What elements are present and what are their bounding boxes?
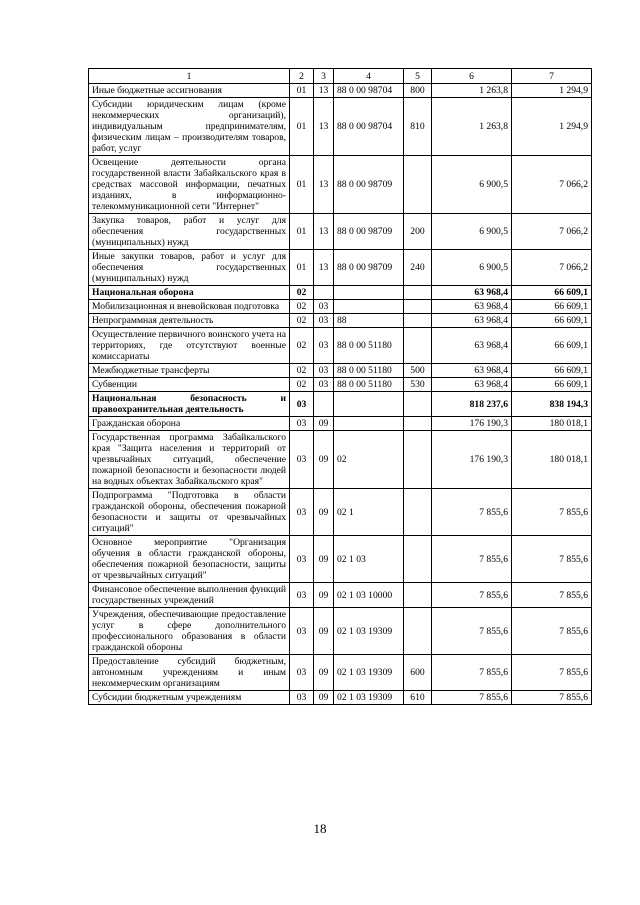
table-row xyxy=(89,314,592,328)
subsection-code-cell: 09 xyxy=(314,431,334,489)
row-name-cell: Межбюджетные трансферты xyxy=(89,364,290,378)
expense-type-cell: 810 xyxy=(404,98,432,156)
expense-type-cell: 610 xyxy=(404,691,432,705)
table-row xyxy=(89,84,592,98)
table-header-row xyxy=(89,69,592,84)
row-name-cell: Учреждения, обеспечивающие предоставление услуг в сфере дополнительного профессионального образования в области гражданской обороны xyxy=(89,608,290,655)
amount-year-2-cell: 180 018,1 xyxy=(512,417,592,431)
amount-year-1-cell: 7 855,6 xyxy=(432,691,512,705)
table-row xyxy=(89,328,592,364)
expense-type-cell xyxy=(404,489,432,536)
table-row xyxy=(89,300,592,314)
amount-year-2-cell: 66 609,1 xyxy=(512,286,592,300)
amount-year-1-cell: 6 900,5 xyxy=(432,214,512,250)
row-name-cell: Иные закупки товаров, работ и услуг для обеспечения государственных (муниципальных) нужд xyxy=(89,250,290,286)
subsection-code-cell: 09 xyxy=(314,536,334,583)
target-article-cell: 88 0 00 98704 xyxy=(334,84,404,98)
row-name-cell: Субсидии юридическим лицам (кроме некоммерческих организаций), индивидуальным предпринимателям, физическим лицам – производителям товаров, работ, услуг xyxy=(89,98,290,156)
amount-year-1-cell: 63 968,4 xyxy=(432,328,512,364)
section-code-cell: 02 xyxy=(290,300,314,314)
section-code-cell: 01 xyxy=(290,156,314,214)
table-row xyxy=(89,431,592,489)
section-code-cell: 03 xyxy=(290,691,314,705)
header-col-5: 5 xyxy=(404,69,432,84)
target-article-cell: 88 xyxy=(334,314,404,328)
page-number: 18 xyxy=(313,821,327,836)
section-code-cell: 03 xyxy=(290,583,314,608)
table-row xyxy=(89,378,592,392)
amount-year-2-cell: 7 066,2 xyxy=(512,250,592,286)
section-code-cell: 02 xyxy=(290,314,314,328)
expense-type-cell xyxy=(404,156,432,214)
section-code-cell: 03 xyxy=(290,417,314,431)
row-name-cell: Мобилизационная и вневойсковая подготовка xyxy=(89,300,290,314)
subsection-code-cell: 13 xyxy=(314,84,334,98)
target-article-cell: 88 0 00 98709 xyxy=(334,250,404,286)
row-name-cell: Подпрограмма "Подготовка в области гражданской обороны, обеспечения пожарной безопасности и защиты от чрезвычайных ситуаций" xyxy=(89,489,290,536)
subsection-code-cell: 09 xyxy=(314,583,334,608)
row-name-cell: Предоставление субсидий бюджетным, автономным учреждениям и иным некоммерческим организациям xyxy=(89,655,290,691)
amount-year-1-cell: 7 855,6 xyxy=(432,536,512,583)
amount-year-1-cell: 63 968,4 xyxy=(432,286,512,300)
target-article-cell: 02 xyxy=(334,431,404,489)
subsection-code-cell: 13 xyxy=(314,98,334,156)
row-name-cell: Финансовое обеспечение выполнения функций государственных учреждений xyxy=(89,583,290,608)
amount-year-1-cell: 63 968,4 xyxy=(432,364,512,378)
subsection-code-cell xyxy=(314,392,334,417)
target-article-cell: 88 0 00 98709 xyxy=(334,214,404,250)
amount-year-2-cell: 838 194,3 xyxy=(512,392,592,417)
section-code-cell: 01 xyxy=(290,250,314,286)
expense-type-cell xyxy=(404,536,432,583)
table-row xyxy=(89,417,592,431)
amount-year-2-cell: 7 855,6 xyxy=(512,536,592,583)
target-article-cell: 88 0 00 98704 xyxy=(334,98,404,156)
row-name-cell: Национальная оборона xyxy=(89,286,290,300)
header-col-7: 7 xyxy=(512,69,592,84)
amount-year-2-cell: 7 855,6 xyxy=(512,489,592,536)
subsection-code-cell xyxy=(314,286,334,300)
subsection-code-cell: 09 xyxy=(314,417,334,431)
subsection-code-cell: 13 xyxy=(314,214,334,250)
subsection-code-cell: 09 xyxy=(314,489,334,536)
table-row xyxy=(89,489,592,536)
target-article-cell: 02 1 xyxy=(334,489,404,536)
target-article-cell: 02 1 03 19309 xyxy=(334,691,404,705)
expense-type-cell: 500 xyxy=(404,364,432,378)
expense-type-cell xyxy=(404,417,432,431)
target-article-cell: 88 0 00 98709 xyxy=(334,156,404,214)
expense-type-cell xyxy=(404,300,432,314)
target-article-cell: 02 1 03 10000 xyxy=(334,583,404,608)
target-article-cell: 02 1 03 19309 xyxy=(334,655,404,691)
target-article-cell xyxy=(334,300,404,314)
target-article-cell xyxy=(334,286,404,300)
subsection-code-cell: 13 xyxy=(314,156,334,214)
amount-year-1-cell: 6 900,5 xyxy=(432,250,512,286)
amount-year-2-cell: 66 609,1 xyxy=(512,364,592,378)
subsection-code-cell: 03 xyxy=(314,300,334,314)
section-code-cell: 03 xyxy=(290,392,314,417)
expense-type-cell xyxy=(404,431,432,489)
target-article-cell: 88 0 00 51180 xyxy=(334,378,404,392)
section-code-cell: 03 xyxy=(290,489,314,536)
header-col-4: 4 xyxy=(334,69,404,84)
table-row xyxy=(89,608,592,655)
table-row xyxy=(89,392,592,417)
table-row xyxy=(89,536,592,583)
section-code-cell: 02 xyxy=(290,286,314,300)
amount-year-2-cell: 66 609,1 xyxy=(512,300,592,314)
table-body xyxy=(89,84,592,705)
table-row xyxy=(89,655,592,691)
amount-year-1-cell: 63 968,4 xyxy=(432,314,512,328)
amount-year-2-cell: 180 018,1 xyxy=(512,431,592,489)
header-col-3: 3 xyxy=(314,69,334,84)
row-name-cell: Государственная программа Забайкальского края "Защита населения и территорий от чрезвычайных ситуаций, обеспечение пожарной безопасности и безопасности людей на водных объектах Забайкальского края" xyxy=(89,431,290,489)
table-row xyxy=(89,583,592,608)
expense-type-cell xyxy=(404,314,432,328)
section-code-cell: 03 xyxy=(290,431,314,489)
amount-year-2-cell: 7 855,6 xyxy=(512,655,592,691)
row-name-cell: Основное мероприятие "Организация обучения в области гражданской обороны, обеспечения пожарной безопасности, защиты от чрезвычайных ситуаций" xyxy=(89,536,290,583)
target-article-cell xyxy=(334,417,404,431)
section-code-cell: 02 xyxy=(290,328,314,364)
budget-table xyxy=(88,68,592,705)
section-code-cell: 03 xyxy=(290,536,314,583)
amount-year-1-cell: 1 263,8 xyxy=(432,84,512,98)
amount-year-2-cell: 66 609,1 xyxy=(512,314,592,328)
amount-year-1-cell: 7 855,6 xyxy=(432,489,512,536)
amount-year-2-cell: 7 066,2 xyxy=(512,156,592,214)
row-name-cell: Национальная безопасность и правоохранительная деятельность xyxy=(89,392,290,417)
target-article-cell xyxy=(334,392,404,417)
subsection-code-cell: 09 xyxy=(314,655,334,691)
subsection-code-cell: 13 xyxy=(314,250,334,286)
expense-type-cell xyxy=(404,583,432,608)
table-row xyxy=(89,286,592,300)
table-row xyxy=(89,250,592,286)
amount-year-1-cell: 7 855,6 xyxy=(432,608,512,655)
amount-year-1-cell: 7 855,6 xyxy=(432,583,512,608)
subsection-code-cell: 03 xyxy=(314,314,334,328)
amount-year-1-cell: 1 263,8 xyxy=(432,98,512,156)
row-name-cell: Субвенции xyxy=(89,378,290,392)
target-article-cell: 88 0 00 51180 xyxy=(334,364,404,378)
amount-year-1-cell: 7 855,6 xyxy=(432,655,512,691)
table-row xyxy=(89,364,592,378)
amount-year-1-cell: 176 190,3 xyxy=(432,431,512,489)
row-name-cell: Гражданская оборона xyxy=(89,417,290,431)
amount-year-2-cell: 1 294,9 xyxy=(512,98,592,156)
amount-year-2-cell: 7 066,2 xyxy=(512,214,592,250)
expense-type-cell: 200 xyxy=(404,214,432,250)
header-col-1: 1 xyxy=(89,69,290,84)
expense-type-cell: 600 xyxy=(404,655,432,691)
amount-year-1-cell: 63 968,4 xyxy=(432,300,512,314)
expense-type-cell xyxy=(404,328,432,364)
target-article-cell: 88 0 00 51180 xyxy=(334,328,404,364)
amount-year-2-cell: 66 609,1 xyxy=(512,378,592,392)
subsection-code-cell: 09 xyxy=(314,608,334,655)
row-name-cell: Осуществление первичного воинского учета на территориях, где отсутствуют военные комиссариаты xyxy=(89,328,290,364)
amount-year-2-cell: 7 855,6 xyxy=(512,608,592,655)
section-code-cell: 02 xyxy=(290,364,314,378)
row-name-cell: Закупка товаров, работ и услуг для обеспечения государственных (муниципальных) нужд xyxy=(89,214,290,250)
subsection-code-cell: 03 xyxy=(314,328,334,364)
amount-year-2-cell: 1 294,9 xyxy=(512,84,592,98)
table-row xyxy=(89,214,592,250)
expense-type-cell: 800 xyxy=(404,84,432,98)
table-row xyxy=(89,98,592,156)
row-name-cell: Субсидии бюджетным учреждениям xyxy=(89,691,290,705)
section-code-cell: 01 xyxy=(290,98,314,156)
section-code-cell: 01 xyxy=(290,84,314,98)
subsection-code-cell: 03 xyxy=(314,364,334,378)
subsection-code-cell: 09 xyxy=(314,691,334,705)
section-code-cell: 01 xyxy=(290,214,314,250)
row-name-cell: Непрограммная деятельность xyxy=(89,314,290,328)
amount-year-2-cell: 66 609,1 xyxy=(512,328,592,364)
table-row xyxy=(89,156,592,214)
section-code-cell: 03 xyxy=(290,655,314,691)
header-col-6: 6 xyxy=(432,69,512,84)
section-code-cell: 03 xyxy=(290,608,314,655)
amount-year-1-cell: 63 968,4 xyxy=(432,378,512,392)
header-col-2: 2 xyxy=(290,69,314,84)
expense-type-cell xyxy=(404,392,432,417)
row-name-cell: Освещение деятельности органа государственной власти Забайкальского края в средствах массовой информации, печатных изданиях, в информационно-телекоммуникационной сети "Интернет" xyxy=(89,156,290,214)
row-name-cell: Иные бюджетные ассигнования xyxy=(89,84,290,98)
table-row xyxy=(89,691,592,705)
target-article-cell: 02 1 03 xyxy=(334,536,404,583)
amount-year-2-cell: 7 855,6 xyxy=(512,691,592,705)
target-article-cell: 02 1 03 19309 xyxy=(334,608,404,655)
amount-year-1-cell: 6 900,5 xyxy=(432,156,512,214)
expense-type-cell: 240 xyxy=(404,250,432,286)
subsection-code-cell: 03 xyxy=(314,378,334,392)
section-code-cell: 02 xyxy=(290,378,314,392)
amount-year-1-cell: 176 190,3 xyxy=(432,417,512,431)
expense-type-cell xyxy=(404,608,432,655)
expense-type-cell: 530 xyxy=(404,378,432,392)
expense-type-cell xyxy=(404,286,432,300)
amount-year-2-cell: 7 855,6 xyxy=(512,583,592,608)
amount-year-1-cell: 818 237,6 xyxy=(432,392,512,417)
